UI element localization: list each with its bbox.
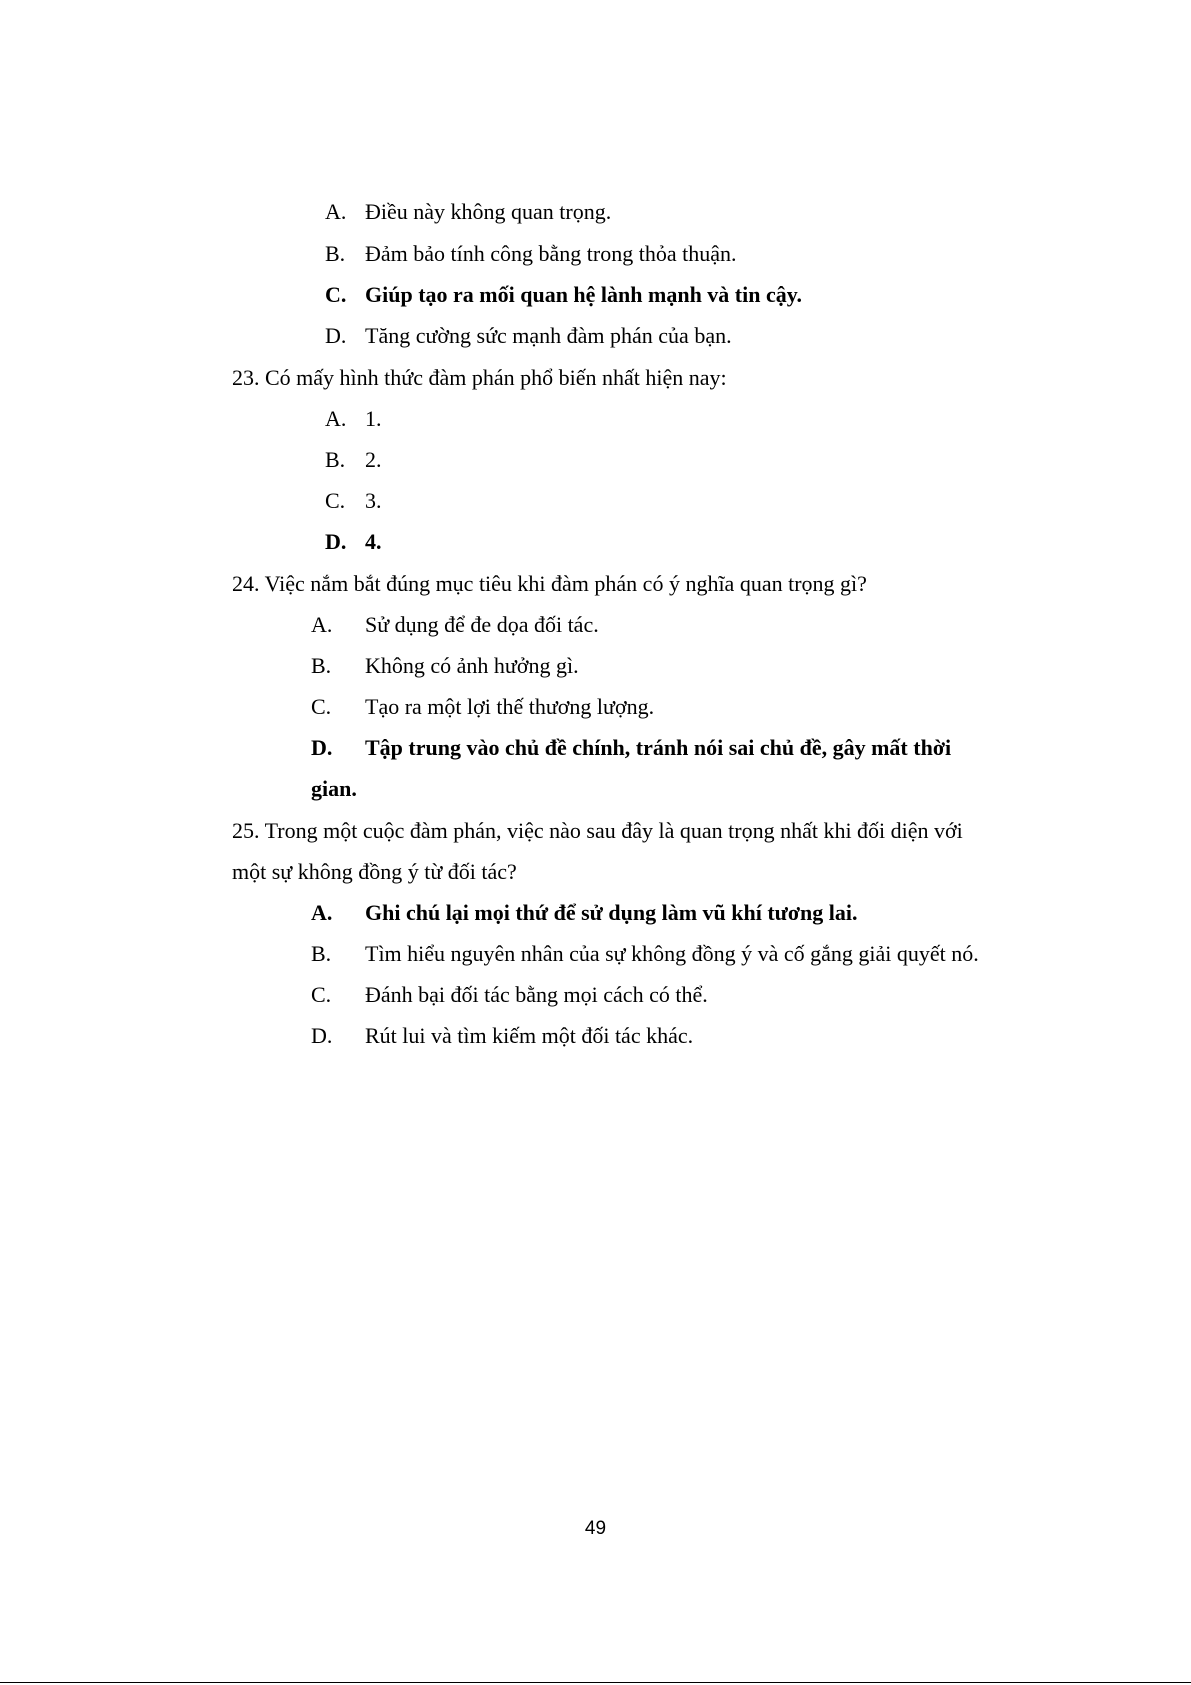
option-label: C.	[311, 982, 332, 1007]
option-label: A.	[311, 900, 333, 925]
option-text: Tìm hiểu nguyên nhân của sự không đồng ý và cố gắng giải quyết nó.	[365, 941, 979, 966]
option-text: 3.	[365, 488, 382, 513]
option-text: Đánh bại đối tác bằng mọi cách có thể.	[365, 982, 708, 1007]
q24-option-b	[311, 652, 579, 680]
option-text: Đảm bảo tính công bằng trong thỏa thuận.	[365, 241, 737, 266]
q23-option-c	[325, 487, 382, 515]
option-label: D.	[311, 735, 333, 760]
q23-option-b	[325, 446, 382, 474]
option-text: 4.	[365, 529, 382, 554]
option-label: B.	[325, 447, 346, 472]
option-text: 1.	[365, 406, 382, 431]
q24-option-c	[311, 693, 654, 721]
option-text: Ghi chú lại mọi thứ để sử dụng làm vũ khí tương lai.	[365, 900, 858, 925]
option-text: Điều này không quan trọng.	[365, 199, 612, 224]
option-label: B.	[311, 941, 332, 966]
option-label: D.	[311, 1023, 333, 1048]
q23-question: 23. Có mấy hình thức đàm phán phổ biến nhất hiện nay:	[232, 365, 727, 390]
option-text: Tập trung vào chủ đề chính, tránh nói sai chủ đề, gây mất thời	[365, 735, 952, 760]
q23-option-a	[325, 405, 382, 433]
option-label: C.	[311, 694, 332, 719]
bottom-divider	[0, 1682, 1191, 1683]
q25-option-b	[311, 940, 979, 968]
option-label: D.	[325, 529, 347, 554]
option-label: D.	[325, 323, 347, 348]
q22-option-b	[325, 240, 736, 268]
option-label: A.	[311, 612, 333, 637]
option-label: B.	[311, 653, 332, 678]
q24-option-d-continuation: gian.	[311, 776, 357, 801]
option-label: C.	[325, 488, 346, 513]
option-label: B.	[325, 241, 346, 266]
q24-option-a	[311, 611, 599, 639]
option-text: Rút lui và tìm kiếm một đối tác khác.	[365, 1023, 694, 1048]
q25-option-c	[311, 981, 708, 1009]
q24-question: 24. Việc nắm bắt đúng mục tiêu khi đàm phán có ý nghĩa quan trọng gì?	[232, 571, 867, 596]
option-text: Tăng cường sức mạnh đàm phán của bạn.	[365, 323, 732, 348]
q22-option-a	[325, 198, 611, 226]
q25-question-line1: 25. Trong một cuộc đàm phán, việc nào sau đây là quan trọng nhất khi đối diện với	[232, 818, 963, 843]
option-label: A.	[325, 406, 347, 431]
q22-option-c-correct	[325, 281, 802, 309]
option-text: Sử dụng để đe dọa đối tác.	[365, 612, 599, 637]
option-text: 2.	[365, 447, 382, 472]
q23-option-d-correct	[325, 528, 382, 556]
q25-option-a-correct	[311, 899, 858, 927]
q25-question-line2: một sự không đồng ý từ đối tác?	[232, 859, 517, 884]
q24-option-d-correct	[311, 734, 951, 762]
q25-option-d	[311, 1022, 693, 1050]
q22-option-d	[325, 322, 732, 350]
option-label: A.	[325, 199, 347, 224]
option-label: C.	[325, 282, 347, 307]
option-text: Tạo ra một lợi thế thương lượng.	[365, 694, 655, 719]
option-text: Giúp tạo ra mối quan hệ lành mạnh và tin cậy.	[365, 282, 803, 307]
option-text: Không có ảnh hưởng gì.	[365, 653, 579, 678]
page-number: 49	[584, 1518, 607, 1539]
